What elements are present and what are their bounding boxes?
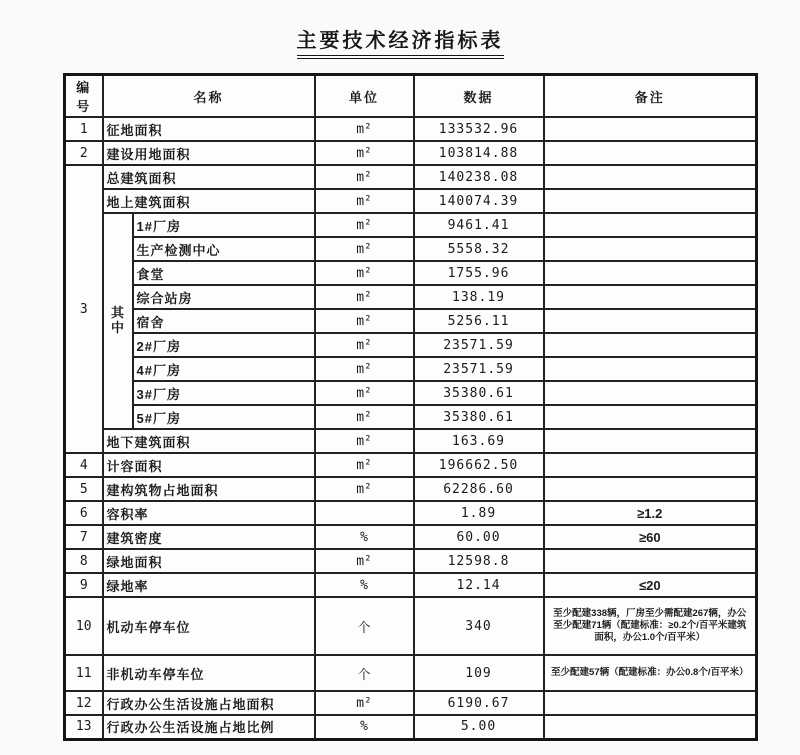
table-row (65, 691, 757, 715)
row-unit: m² (315, 141, 414, 165)
row-unit: % (315, 715, 414, 739)
row-unit: m² (315, 691, 414, 715)
row-unit: % (315, 573, 414, 597)
row-name: 地上建筑面积 (103, 189, 315, 213)
row-value: 35380.61 (414, 381, 544, 405)
row-remark: 至少配建338辆，厂房至少需配建267辆，办公至少配建71辆（配建标准：≥0.2个/百平米建筑面积，办公1.0个/百平米） (544, 597, 757, 655)
col-header-name: 名称 (103, 75, 315, 118)
table-row (65, 381, 757, 405)
row-name: 征地面积 (103, 117, 315, 141)
row-value: 133532.96 (414, 117, 544, 141)
row-remark (544, 141, 757, 165)
row-unit: % (315, 525, 414, 549)
row-value: 138.19 (414, 285, 544, 309)
row-value: 1755.96 (414, 261, 544, 285)
row-unit: m² (315, 405, 414, 429)
row-value: 196662.50 (414, 453, 544, 477)
table-row (65, 237, 757, 261)
row-name: 建设用地面积 (103, 141, 315, 165)
row-value: 9461.41 (414, 213, 544, 237)
row-value: 6190.67 (414, 691, 544, 715)
row-name: 食堂 (133, 261, 315, 285)
row-name: 绿地率 (103, 573, 315, 597)
row-unit: m² (315, 357, 414, 381)
table-row (65, 549, 757, 573)
row-remark (544, 117, 757, 141)
row-value: 5558.32 (414, 237, 544, 261)
header-row (65, 75, 757, 118)
row-no: 12 (65, 691, 103, 715)
row-remark (544, 429, 757, 453)
row-name: 5#厂房 (133, 405, 315, 429)
row-name: 1#厂房 (133, 213, 315, 237)
row-name: 行政办公生活设施占地比例 (103, 715, 315, 739)
table-row (65, 573, 757, 597)
row-unit: 个 (315, 597, 414, 655)
row-remark (544, 237, 757, 261)
row-unit: m² (315, 381, 414, 405)
row-no: 8 (65, 549, 103, 573)
row-name: 容积率 (103, 501, 315, 525)
col-header-remark: 备注 (544, 75, 757, 118)
row-value: 60.00 (414, 525, 544, 549)
table-row (65, 189, 757, 213)
row-unit: m² (315, 117, 414, 141)
row-remark (544, 261, 757, 285)
row-name: 地下建筑面积 (103, 429, 315, 453)
row-value: 109 (414, 655, 544, 691)
table-row (65, 429, 757, 453)
row-no: 1 (65, 117, 103, 141)
row-no-group3: 3 (65, 165, 103, 453)
col-header-value: 数据 (414, 75, 544, 118)
row-value: 35380.61 (414, 405, 544, 429)
row-unit: m² (315, 213, 414, 237)
row-remark (544, 549, 757, 573)
row-value: 23571.59 (414, 333, 544, 357)
table-row (65, 453, 757, 477)
row-unit: m² (315, 333, 414, 357)
row-name: 非机动车停车位 (103, 655, 315, 691)
row-name: 生产检测中心 (133, 237, 315, 261)
table-row (65, 285, 757, 309)
row-no: 7 (65, 525, 103, 549)
row-name: 总建筑面积 (103, 165, 315, 189)
row-remark (544, 715, 757, 739)
row-value: 23571.59 (414, 357, 544, 381)
row-remark (544, 309, 757, 333)
table-row (65, 141, 757, 165)
row-unit: 个 (315, 655, 414, 691)
row-remark: ≥60 (544, 525, 757, 549)
table-row (65, 357, 757, 381)
table-row (65, 405, 757, 429)
row-value: 163.69 (414, 429, 544, 453)
row-remark (544, 453, 757, 477)
row-remark: ≥1.2 (544, 501, 757, 525)
row-remark (544, 477, 757, 501)
row-remark (544, 357, 757, 381)
row-no: 10 (65, 597, 103, 655)
row-value: 340 (414, 597, 544, 655)
row-name: 宿舍 (133, 309, 315, 333)
row-name: 建构筑物占地面积 (103, 477, 315, 501)
row-unit: m² (315, 453, 414, 477)
row-unit (315, 501, 414, 525)
title-area (0, 0, 800, 59)
row-unit: m² (315, 237, 414, 261)
row-no: 9 (65, 573, 103, 597)
row-name: 3#厂房 (133, 381, 315, 405)
row-remark (544, 691, 757, 715)
row-name: 建筑密度 (103, 525, 315, 549)
row-unit: m² (315, 285, 414, 309)
table-row (65, 261, 757, 285)
row-remark (544, 405, 757, 429)
row-value: 5256.11 (414, 309, 544, 333)
row-value: 12598.8 (414, 549, 544, 573)
row-value: 140074.39 (414, 189, 544, 213)
row-unit: m² (315, 309, 414, 333)
table-row (65, 597, 757, 655)
page-title: 主要技术经济指标表 (297, 24, 504, 59)
row-unit: m² (315, 189, 414, 213)
row-value: 12.14 (414, 573, 544, 597)
row-name: 计容面积 (103, 453, 315, 477)
row-value: 103814.88 (414, 141, 544, 165)
row-remark (544, 333, 757, 357)
col-header-no: 编号 (65, 75, 103, 118)
indicators-table (63, 73, 758, 741)
subgroup-label: 其中 (103, 213, 133, 429)
row-value: 140238.08 (414, 165, 544, 189)
table-row (65, 309, 757, 333)
row-value: 5.00 (414, 715, 544, 739)
row-unit: m² (315, 477, 414, 501)
col-header-unit: 单位 (315, 75, 414, 118)
row-remark: 至少配建57辆（配建标准：办公0.8个/百平米） (544, 655, 757, 691)
row-value: 62286.60 (414, 477, 544, 501)
row-remark (544, 381, 757, 405)
row-no: 11 (65, 655, 103, 691)
table-row (65, 333, 757, 357)
table-row (65, 525, 757, 549)
table-row (65, 655, 757, 691)
table-row (65, 213, 757, 237)
row-name: 机动车停车位 (103, 597, 315, 655)
row-remark: ≤20 (544, 573, 757, 597)
row-unit: m² (315, 549, 414, 573)
row-no: 4 (65, 453, 103, 477)
table-row (65, 477, 757, 501)
row-name: 行政办公生活设施占地面积 (103, 691, 315, 715)
row-unit: m² (315, 261, 414, 285)
row-name: 2#厂房 (133, 333, 315, 357)
table-row (65, 117, 757, 141)
table-row (65, 715, 757, 739)
table-row (65, 165, 757, 189)
row-name: 绿地面积 (103, 549, 315, 573)
row-unit: m² (315, 165, 414, 189)
row-name: 4#厂房 (133, 357, 315, 381)
row-no: 2 (65, 141, 103, 165)
row-remark (544, 165, 757, 189)
row-no: 13 (65, 715, 103, 739)
row-name: 综合站房 (133, 285, 315, 309)
row-remark (544, 285, 757, 309)
row-value: 1.89 (414, 501, 544, 525)
row-no: 5 (65, 477, 103, 501)
row-unit: m² (315, 429, 414, 453)
row-remark (544, 213, 757, 237)
table-row (65, 501, 757, 525)
row-no: 6 (65, 501, 103, 525)
row-remark (544, 189, 757, 213)
